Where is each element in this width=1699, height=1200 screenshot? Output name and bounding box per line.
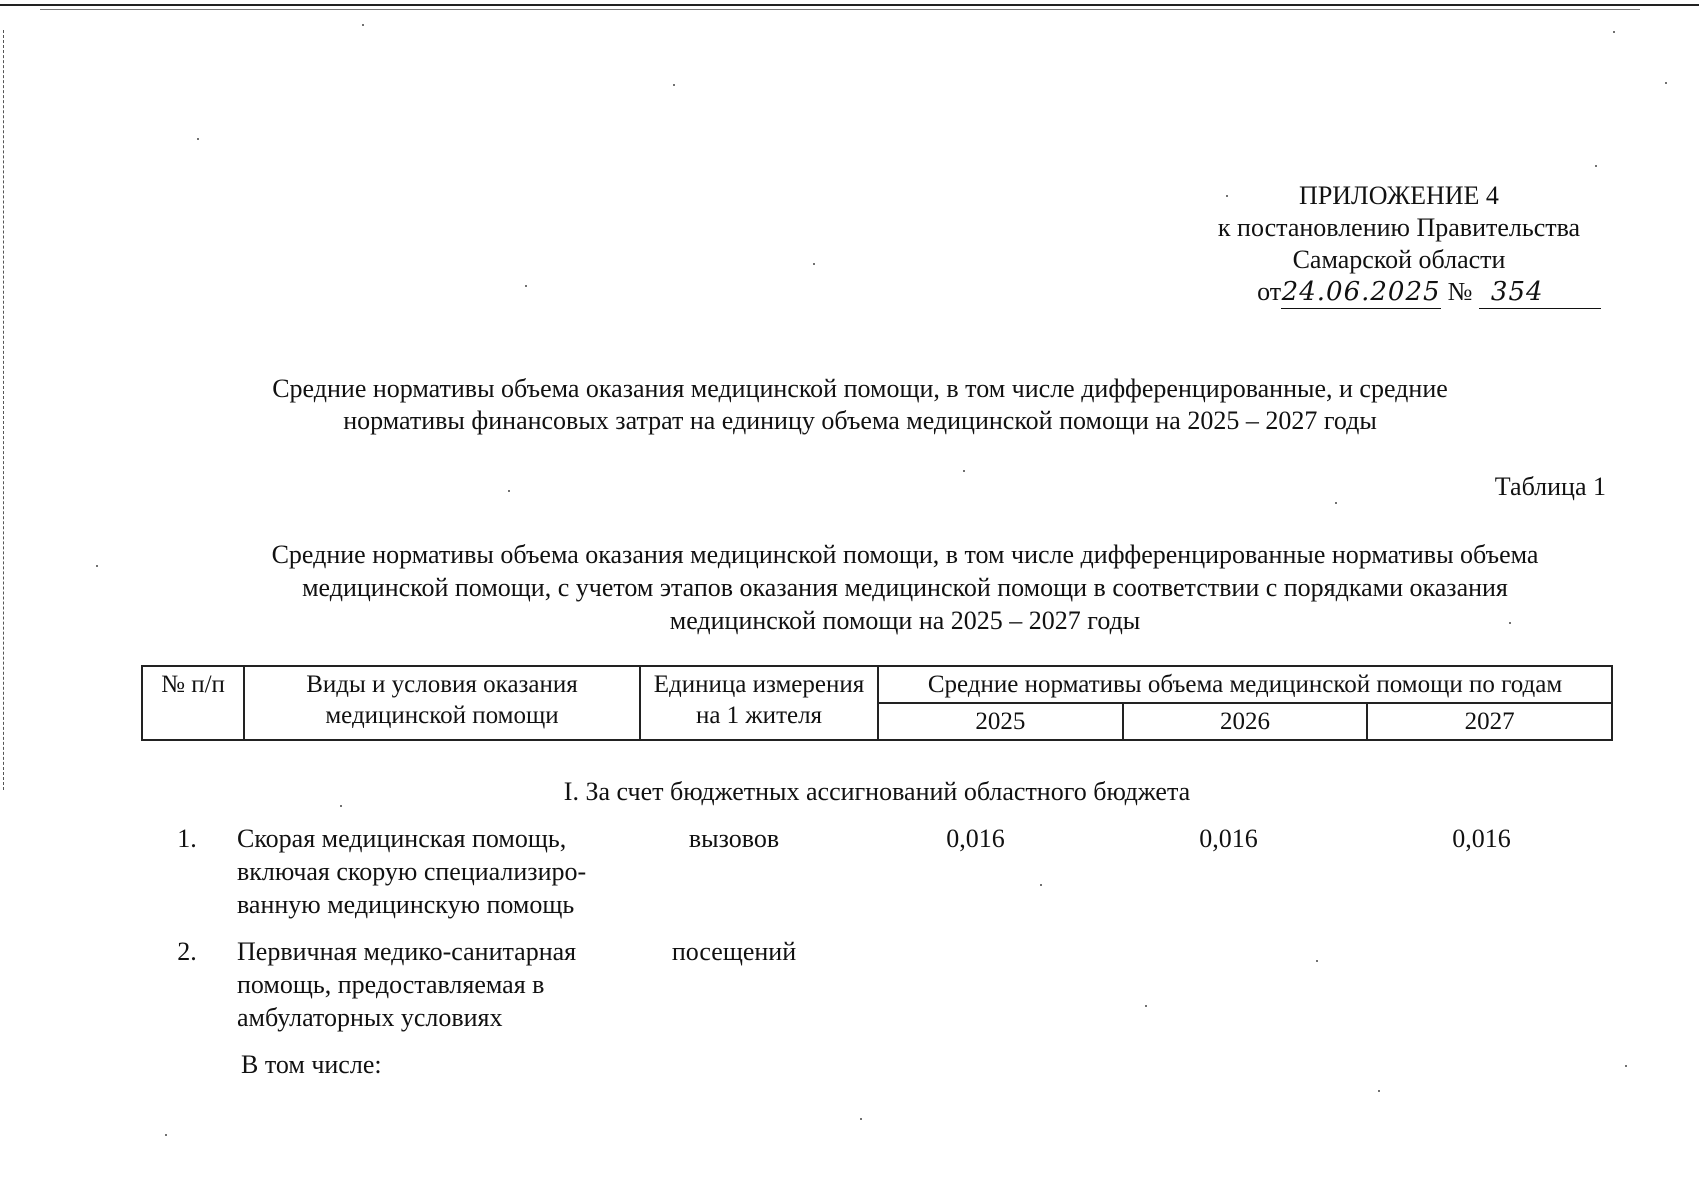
main-title-line-1: Средние нормативы объема оказания медицинской помощи, в том числе дифференцированные, и средние xyxy=(272,374,1448,403)
scan-speck xyxy=(525,285,527,287)
scan-speck xyxy=(1378,1090,1380,1092)
scan-speck xyxy=(1665,82,1667,84)
scan-speck xyxy=(963,470,965,472)
scan-speck xyxy=(1613,31,1615,33)
including-label: В том числе: xyxy=(241,1050,382,1079)
header-year-2026: 2026 xyxy=(1123,703,1368,740)
header-no: № п/п xyxy=(142,666,244,740)
row-value-2026 xyxy=(1102,935,1355,1034)
scan-speck xyxy=(165,1134,167,1136)
header-unit: Единица измерения на 1 жителя xyxy=(640,666,878,740)
main-title xyxy=(180,373,1540,437)
row-unit: посещений xyxy=(671,937,797,966)
row-value-2027 xyxy=(1355,935,1608,1034)
scan-speck xyxy=(1316,960,1318,962)
norms-table-header xyxy=(141,665,1613,741)
scan-speck xyxy=(1145,1005,1147,1007)
appendix-date-number-line xyxy=(1219,276,1639,309)
scan-speck xyxy=(1509,622,1511,624)
scan-speck xyxy=(1040,884,1042,886)
scan-speck xyxy=(362,24,364,26)
scan-speck xyxy=(1595,165,1597,167)
scan-speck xyxy=(96,565,98,567)
scan-speck xyxy=(508,490,510,492)
scan-speck xyxy=(1335,502,1337,504)
table-title-line-3: медицинской помощи на 2025 – 2027 годы xyxy=(669,606,1141,635)
row-value-2027: 0,016 xyxy=(1452,824,1511,853)
row-name: Первичная медико-санитарная помощь, предоставляемая в амбулаторных условиях xyxy=(237,937,577,1032)
header-norms: Средние нормативы объема медицинской помощи по годам xyxy=(878,666,1612,703)
top-border-line-secondary xyxy=(40,9,1640,10)
table-title-line-2: медицинской помощи, с учетом этапов оказания медицинской помощи в соответствии с порядками оказания xyxy=(302,573,1508,602)
row-unit: вызовов xyxy=(688,824,780,853)
header-year-2025: 2025 xyxy=(878,703,1123,740)
table-row xyxy=(141,935,1613,1034)
scan-speck xyxy=(1226,195,1228,197)
left-scan-edge xyxy=(3,30,4,790)
row-name: Скорая медицинская помощь, включая скорую специализиро-ванную медицинскую помощь xyxy=(237,824,587,919)
appendix-line-2: Самарской области xyxy=(1292,245,1506,274)
scan-speck xyxy=(1625,1065,1627,1067)
scan-speck xyxy=(860,1118,862,1120)
row-number: 1. xyxy=(177,824,197,853)
scan-speck xyxy=(340,805,342,807)
row-number: 2. xyxy=(177,937,197,966)
scan-speck xyxy=(197,138,199,140)
section-heading: I. За счет бюджетных ассигнований областного бюджета xyxy=(563,777,1191,806)
row-value-2026: 0,016 xyxy=(1199,824,1258,853)
table-title-line-1: Средние нормативы объема оказания медицинской помощи, в том числе дифференцированные нормативы объема xyxy=(271,540,1539,569)
handwritten-number: 354 xyxy=(1479,276,1601,309)
table-title xyxy=(200,538,1610,637)
top-border-line xyxy=(0,4,1699,6)
scan-speck xyxy=(673,84,675,86)
norms-table xyxy=(141,665,1613,741)
appendix-line-1: к постановлению Правительства xyxy=(1217,213,1581,242)
main-title-line-2: нормативы финансовых затрат на единицу объема медицинской помощи на 2025 – 2027 годы xyxy=(343,406,1377,435)
header-kind: Виды и условия оказания медицинской помощи xyxy=(244,666,640,740)
number-label: № xyxy=(1447,277,1473,306)
table-number-label: Таблица 1 xyxy=(1494,472,1606,501)
table-body xyxy=(141,822,1613,1081)
appendix-header xyxy=(1189,180,1609,309)
row-value-2025 xyxy=(849,935,1102,1034)
row-value-2025: 0,016 xyxy=(946,824,1005,853)
table-row xyxy=(141,822,1613,921)
scan-speck xyxy=(813,263,815,265)
from-label: от xyxy=(1257,277,1282,306)
handwritten-date: 24.06.2025 xyxy=(1281,277,1441,307)
appendix-title: ПРИЛОЖЕНИЕ 4 xyxy=(1299,181,1499,210)
header-year-2027: 2027 xyxy=(1367,703,1612,740)
